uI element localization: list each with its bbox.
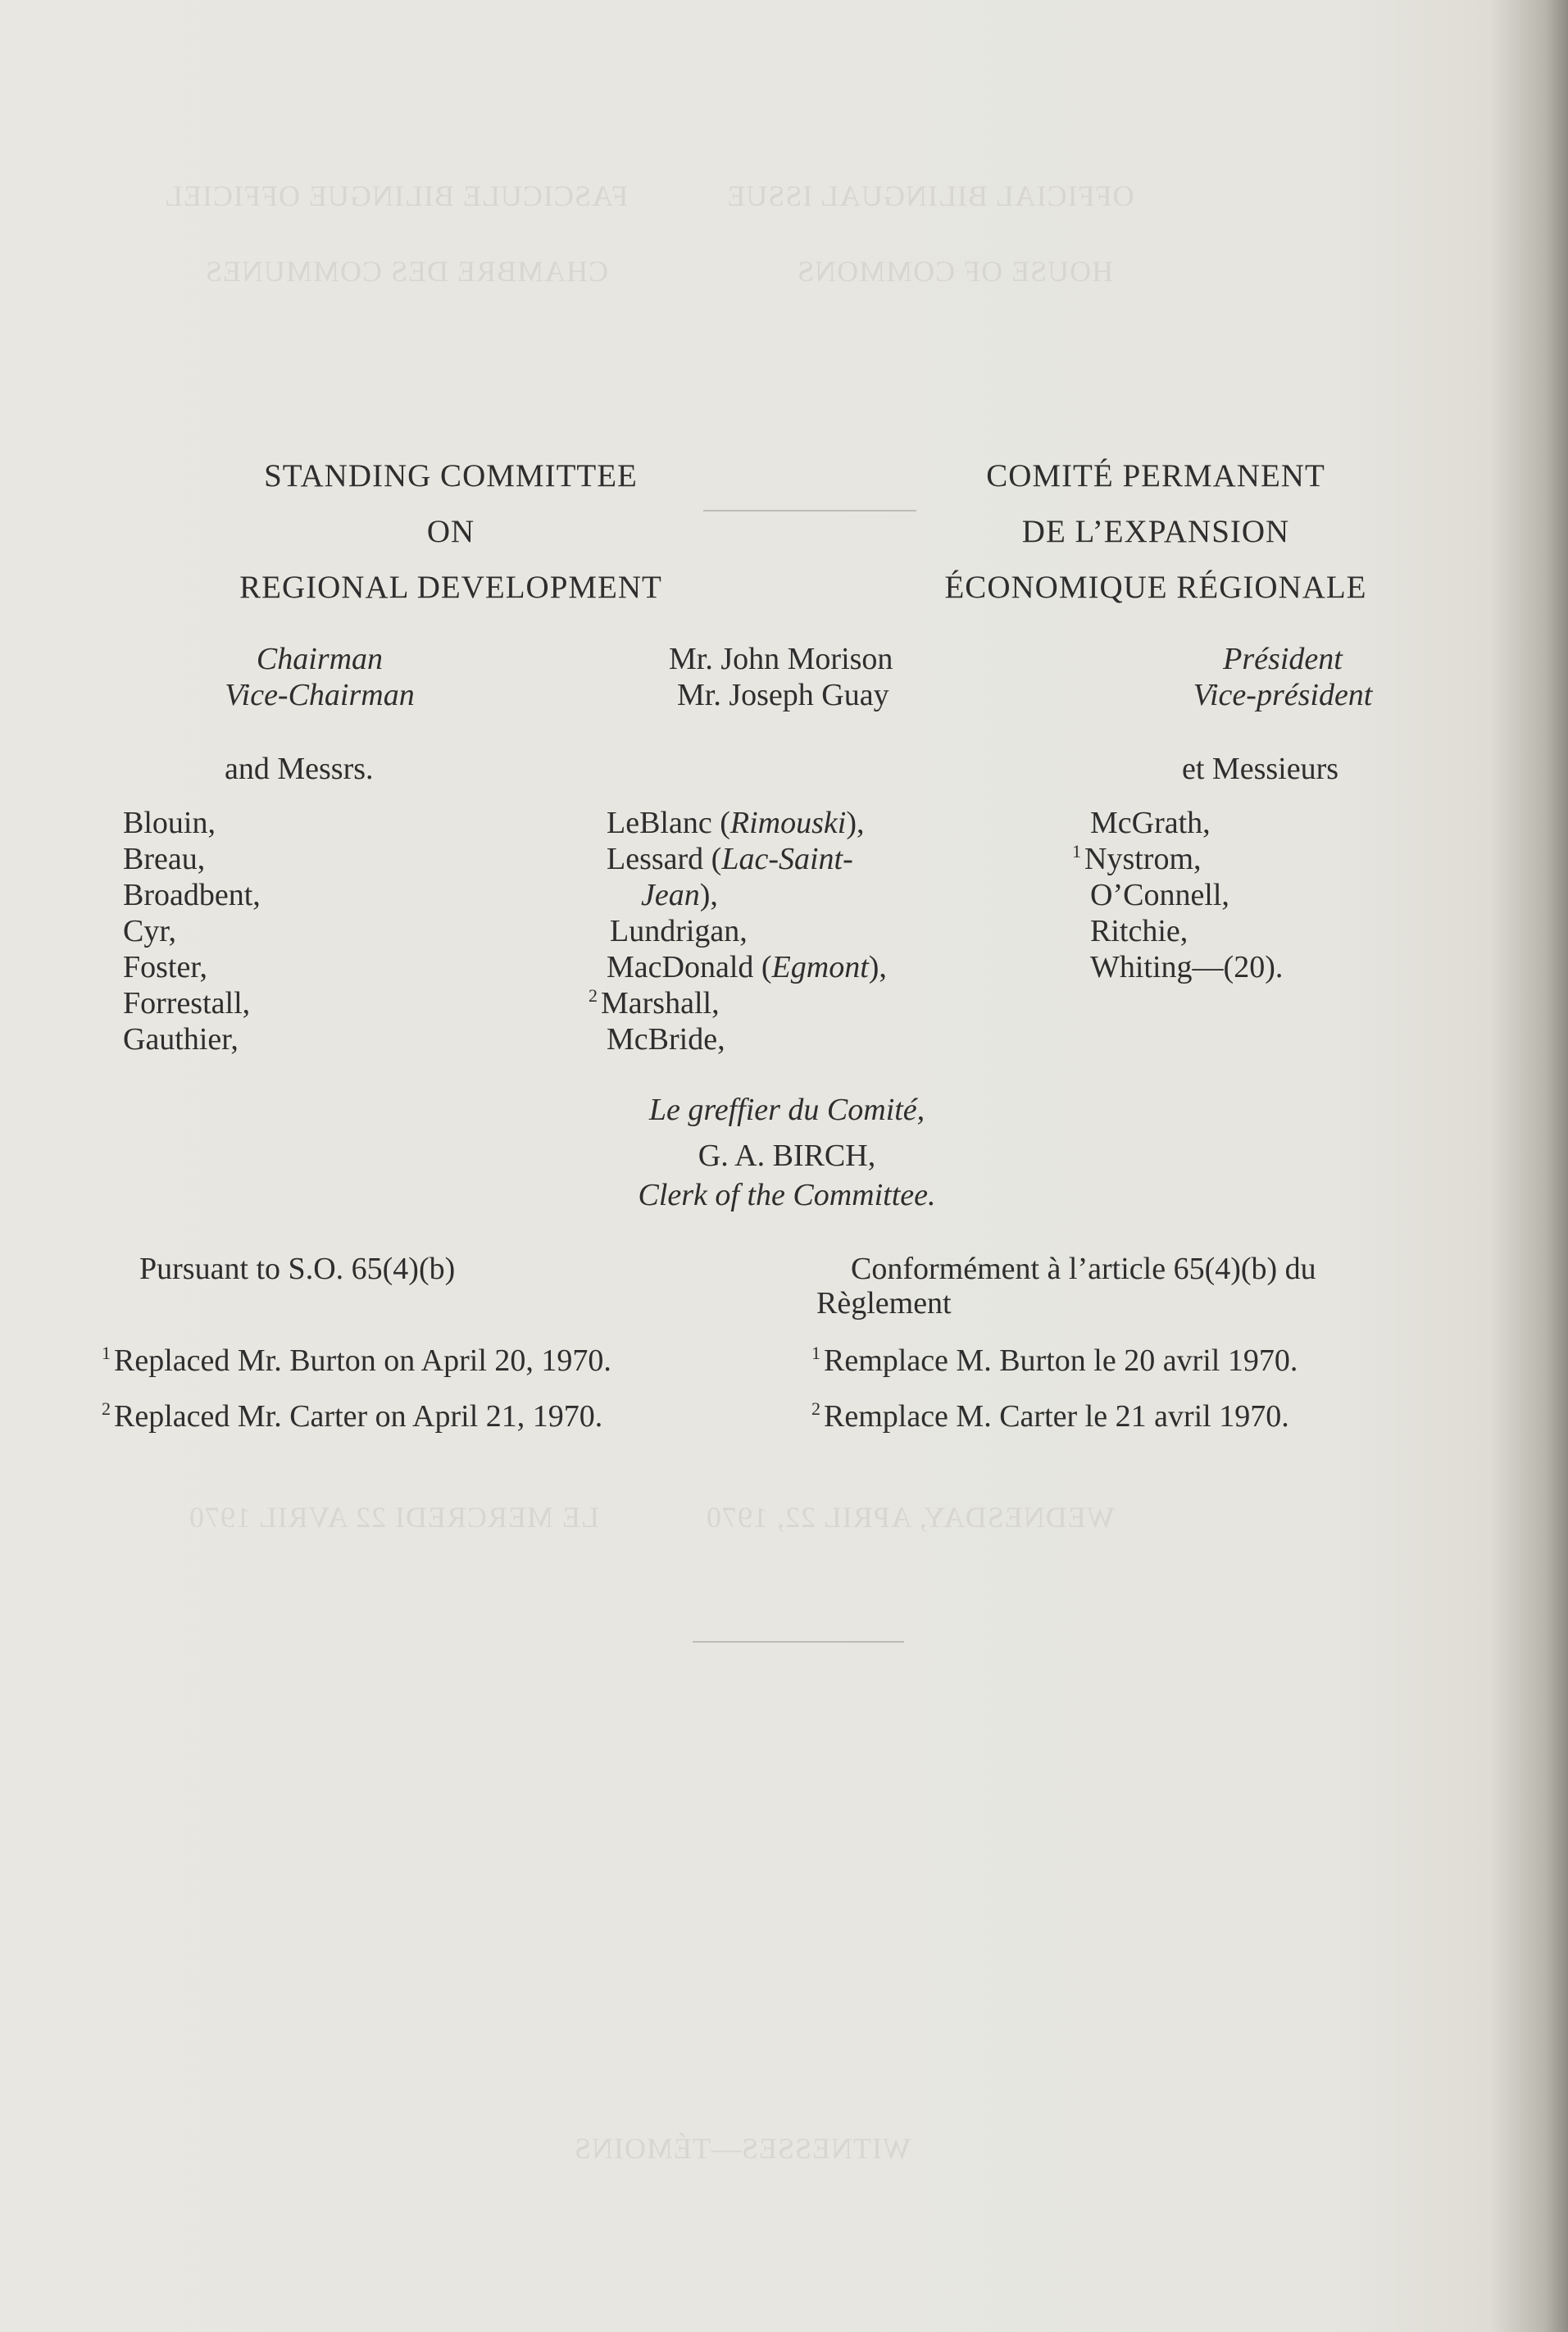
member-name: $^2$ Marshall, [589,985,720,1021]
vice-chairman-label: Vice-Chairman [225,678,415,712]
footnote-mark: 1 [811,1343,820,1364]
chairman-name: Mr. John Morison [669,642,893,676]
clerk-label: Clerk of the Committee. [638,1178,936,1212]
footnote-fr-1: $^1$ Remplace M. Burton le 20 avril 1970. [811,1343,1298,1378]
member-name: Lessard (Lac-Saint- [607,842,853,876]
member-name: Ritchie, [1090,914,1188,948]
committee-title-en-line1: STANDING COMMITTEE [264,458,638,493]
members-column-2 [589,805,887,1057]
footnote-mark: 1 [1072,841,1081,862]
member-name: Foster, [123,950,207,984]
member-name: MacDonald (Egmont), [607,950,887,984]
members-column-3 [1072,805,1284,985]
clerk-name: G. A. BIRCH, [698,1139,876,1173]
member-name: Forrestall, [123,986,251,1021]
member-name: Lundrigan, [610,914,748,948]
member-name: McGrath, [1090,806,1211,840]
pursuant-fr-line1: Conformément à l’article 65(4)(b) du [851,1252,1316,1286]
member-name: Blouin, [123,806,216,840]
footnote-fr-2: $^2$ Remplace M. Carter le 21 avril 1970. [811,1398,1289,1434]
committee-title-fr-line1: COMITÉ PERMANENT [986,458,1325,493]
vice-chairman-name: Mr. Joseph Guay [677,678,889,712]
footnote-en-2: $^2$ Replaced Mr. Carter on April 21, 1970. [102,1398,603,1434]
vice-president-label: Vice-président [1193,678,1373,712]
member-name: $^1$ Nystrom, [1072,841,1202,876]
greffier-label: Le greffier du Comité, [648,1093,925,1127]
pursuant-fr-line2: Règlement [816,1286,952,1321]
footnote-mark: 2 [811,1398,820,1420]
member-name: Breau, [123,842,206,876]
pursuant-en: Pursuant to S.O. 65(4)(b) [139,1252,456,1286]
and-messrs-label: and Messrs. [225,752,374,786]
footnote-en-1: $^1$ Replaced Mr. Burton on April 20, 1970. [102,1343,611,1378]
footnote-mark: 1 [102,1343,111,1364]
committee-title-en-line2: ON [426,514,475,549]
member-name: Broadbent, [123,878,261,912]
committee-title-en-line3: REGIONAL DEVELOPMENT [239,570,662,605]
footnote-mark: 2 [102,1398,111,1420]
member-name: LeBlanc (Rimouski), [607,806,865,840]
president-label: Président [1223,642,1343,676]
committee-title-fr-line3: ÉCONOMIQUE RÉGIONALE [944,570,1367,605]
member-name: O’Connell, [1090,878,1229,912]
section-divider [693,1641,904,1643]
chairman-label: Chairman [256,642,384,676]
et-messieurs-label: et Messieurs [1182,752,1339,786]
member-name: Gauthier, [123,1022,239,1057]
footnote-mark: 2 [589,985,598,1007]
member-name: Cyr, [123,914,176,948]
members-column-1 [123,805,261,1057]
member-name: McBride, [607,1022,725,1057]
member-name: Jean), [641,878,718,912]
member-name: Whiting—(20). [1090,950,1284,984]
title-divider [703,510,916,511]
committee-title-fr-line2: DE L’EXPANSION [1021,514,1290,549]
document-page: OFFICIAL BILINGUAL ISSUE FASCICULE BILINGUE OFFICIEL HOUSE OF COMMONS CHAMBRE DES COMMUNES WEDNESDAY, APRIL 22, 1970 LE MERCREDI 22 AVRIL 1970 WITNESSES—TÉMOINS STANDING COMMITTEE ON REGIONAL DEVELOPMENT COMITÉ PERMANENT DE L’EXPANSION ÉCONOMIQUE RÉGIONALE Chairman Vice-Chairman Mr. John Morison Mr. Joseph Guay Président Vice-président and Messrs. et Messieurs Blouin, Breau, Broadbent, Cyr, Foster, Forrestall, Gauthier, LeBlanc (Rimouski), Lessard (Lac-Saint- Jean), Lundrigan, MacDonald (Egmont), $^2$ Marshall, McBride, McGrath, $^1$ Nystrom, O’Connell, Ritchie, Whiting—(20). Le greffier du Comité, G. A. BIRCH, Clerk of the Committee. Pursuant to S.O. 65(4)(b) Conformément à l’article 65(4)(b) du Règlement $^1$ Replaced Mr. Burton on April 20, 1970. $^1$ Remplace M. Burton le 20 avril 1970. $^2$ Replaced Mr. Carter on April 21, 1970. $^2$ Remplace M. Carter le 21 avril 1970. [0,0,1568,2332]
